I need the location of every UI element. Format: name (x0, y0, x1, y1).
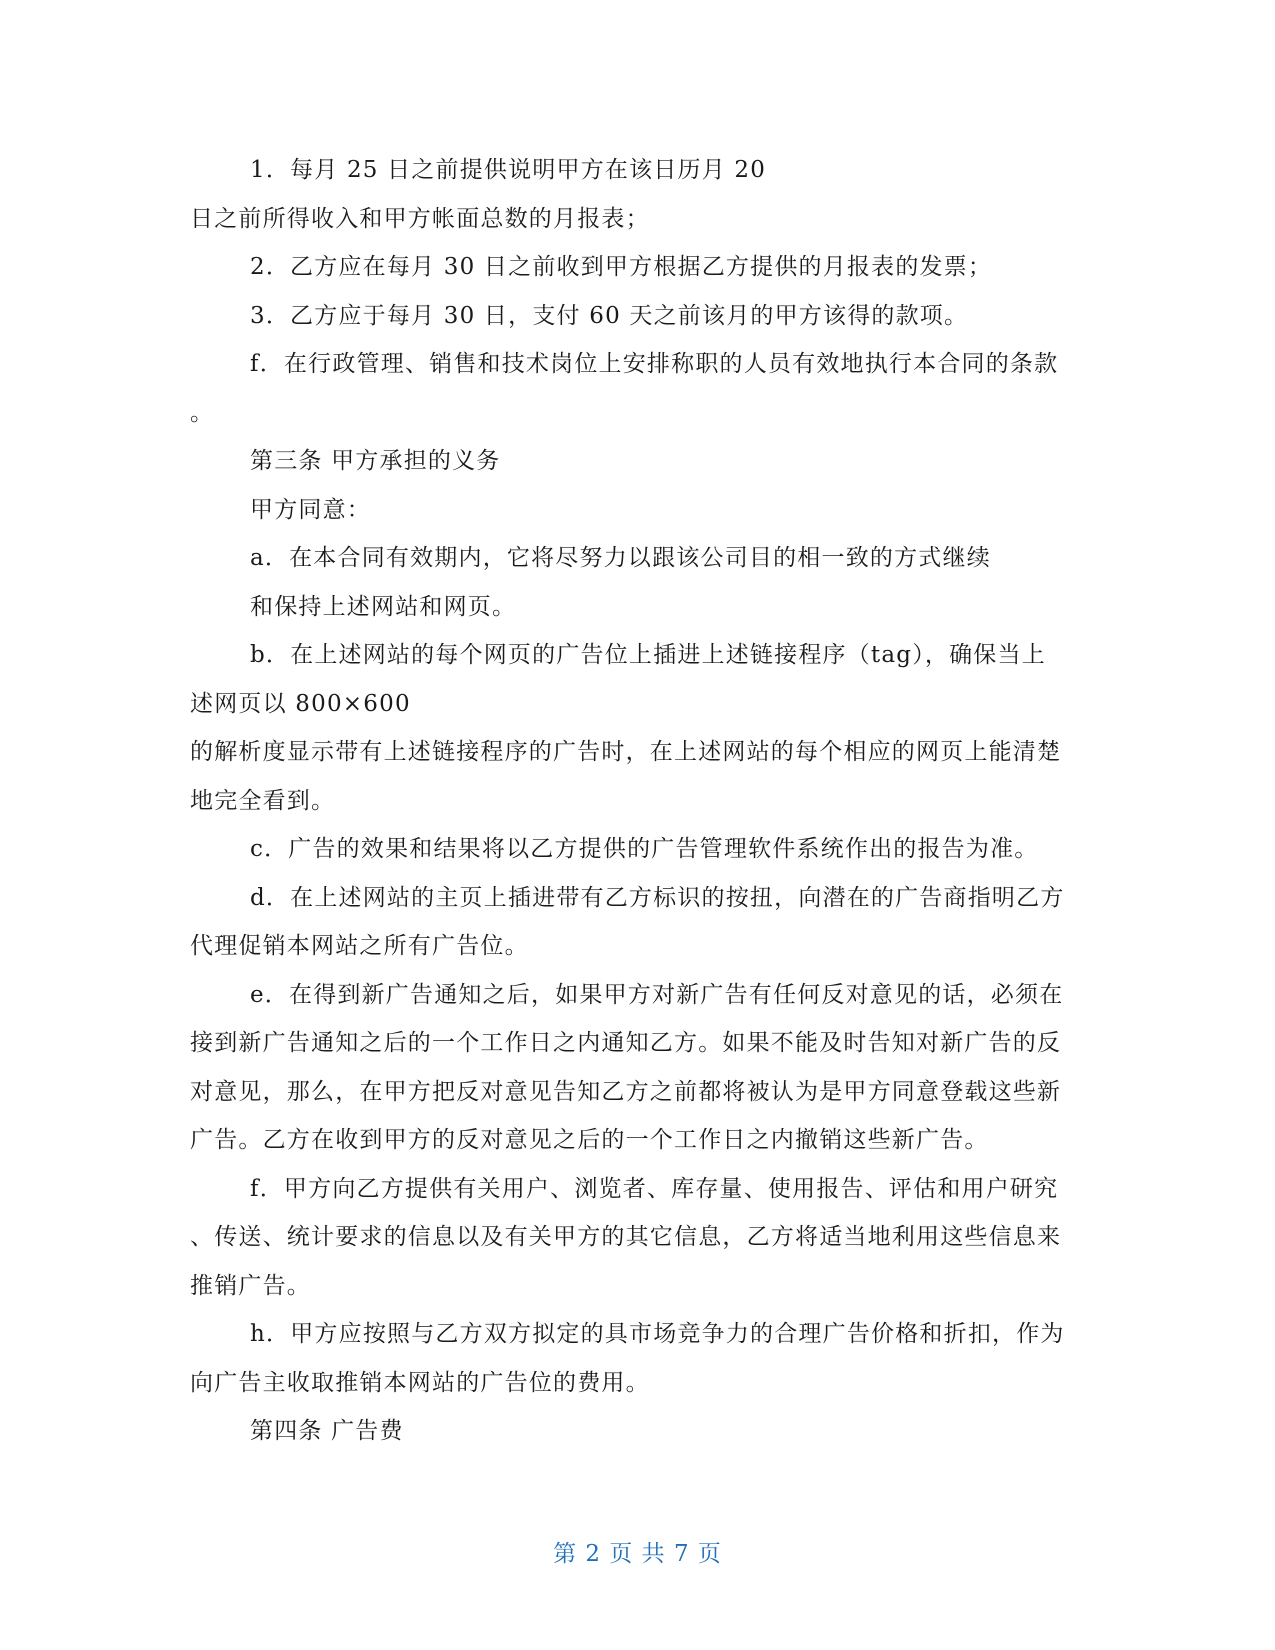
text-line: 述网页以 800×600 (190, 690, 411, 717)
text-line: 接到新广告通知之后的一个工作日之内通知乙方。如果不能及时告知对新广告的反 (190, 1030, 1062, 1056)
page-footer (0, 1535, 1275, 1568)
text-line: 的解析度显示带有上述链接程序的广告时，在上述网站的每个相应的网页上能清楚 (190, 739, 1062, 765)
text-line: 甲方同意： (250, 496, 371, 523)
text-line: f．甲方向乙方提供有关用户、浏览者、库存量、使用报告、评估和用户研究 (250, 1175, 1059, 1202)
text-line: 3．乙方应于每月 30 日，支付 60 天之前该月的甲方该得的款项。 (250, 302, 969, 329)
text-line: d．在上述网站的主页上插进带有乙方标识的按扭，向潜在的广告商指明乙方 (250, 884, 1065, 911)
page-number-label: 第 2 页 共 7 页 (553, 1541, 722, 1567)
text-line: h．甲方应按照与乙方双方拟定的具市场竞争力的合理广告价格和折扣，作为 (250, 1321, 1065, 1347)
text-line: 向广告主收取推销本网站的广告位的费用。 (190, 1369, 650, 1396)
text-line: 第三条 甲方承担的义务 (250, 448, 501, 474)
text-line: 代理促销本网站之所有广告位。 (190, 933, 529, 959)
text-line: 、传送、统计要求的信息以及有关甲方的其它信息，乙方将适当地利用这些信息来 (190, 1224, 1062, 1250)
text-line: 2．乙方应在每月 30 日之前收到甲方根据乙方提供的月报表的发票； (250, 254, 993, 280)
text-line: b．在上述网站的每个网页的广告位上插进上述链接程序（tag），确保当上 (250, 642, 1046, 668)
text-line: 1．每月 25 日之前提供说明甲方在该日历月 20 (250, 157, 767, 183)
document-body (190, 146, 1095, 1456)
text-line: 地完全看到。 (190, 787, 336, 814)
text-line: f．在行政管理、销售和技术岗位上安排称职的人员有效地执行本合同的条款 (250, 351, 1059, 377)
text-line: c．广告的效果和结果将以乙方提供的广告管理软件系统作出的报告为准。 (250, 836, 1039, 862)
text-line: e．在得到新广告通知之后，如果甲方对新广告有任何反对意见的话，必须在 (250, 981, 1064, 1008)
text-line: 和保持上述网站和网页。 (250, 593, 517, 620)
text-line: 广告。乙方在收到甲方的反对意见之后的一个工作日之内撤销这些新广告。 (190, 1127, 989, 1153)
text-line: a．在本合同有效期内，它将尽努力以跟该公司目的相一致的方式继续 (250, 545, 991, 571)
text-line: 日之前所得收入和甲方帐面总数的月报表； (190, 205, 650, 232)
text-line: 推销广告。 (190, 1272, 311, 1299)
text-line: 第四条 广告费 (250, 1418, 404, 1444)
text-line: 对意见，那么，在甲方把反对意见告知乙方之前都将被认为是甲方同意登载这些新 (190, 1078, 1062, 1105)
text-line: 。 (190, 399, 215, 426)
